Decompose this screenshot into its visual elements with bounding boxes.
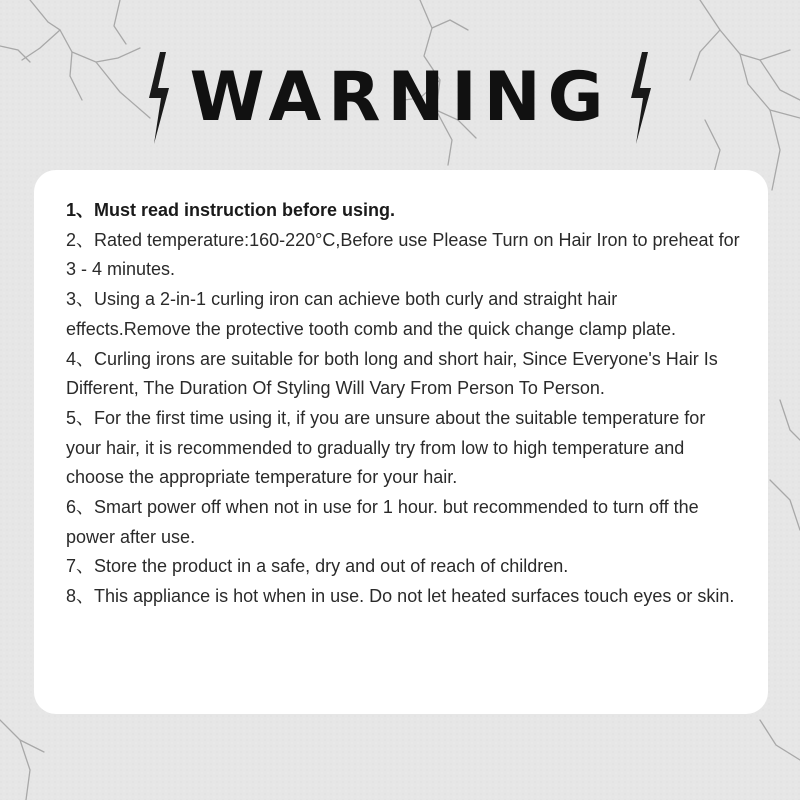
instruction-item: 4、Curling irons are suitable for both long and short hair, Since Everyone's Hair Is Different, The Duration Of Styling Will Vary From Person To Person. (66, 348, 718, 399)
instruction-item: 6、Smart power off when not in use for 1 hour. but recommended to turn off the power after use. (66, 497, 699, 547)
warning-header (0, 48, 800, 148)
instruction-list (66, 196, 740, 612)
instruction-item: 8、This appliance is hot when in use. Do not let heated surfaces touch eyes or skin. (66, 586, 735, 607)
page-title: WARNING (189, 58, 611, 137)
instruction-item: 1、Must read instruction before using. (66, 200, 396, 220)
instruction-item: 7、Store the product in a safe, dry and out of reach of children. (66, 556, 569, 577)
instruction-item: 5、For the first time using it, if you are unsure about the suitable temperature for your hair, it is recommended to gradually try from low to high temperature and choose the appropriate temperature for your hair. (66, 407, 706, 488)
lightning-bolt-icon (146, 52, 172, 144)
instruction-card (34, 170, 768, 714)
instruction-item: 3、Using a 2-in-1 curling iron can achieve both curly and straight hair effects.Remove the protective tooth comb and the quick change clamp plate. (66, 289, 677, 339)
lightning-bolt-icon (628, 52, 654, 144)
instruction-item: 2、Rated temperature:160-220°C,Before use Please Turn on Hair Iron to preheat for 3 - 4 minutes. (66, 229, 740, 280)
